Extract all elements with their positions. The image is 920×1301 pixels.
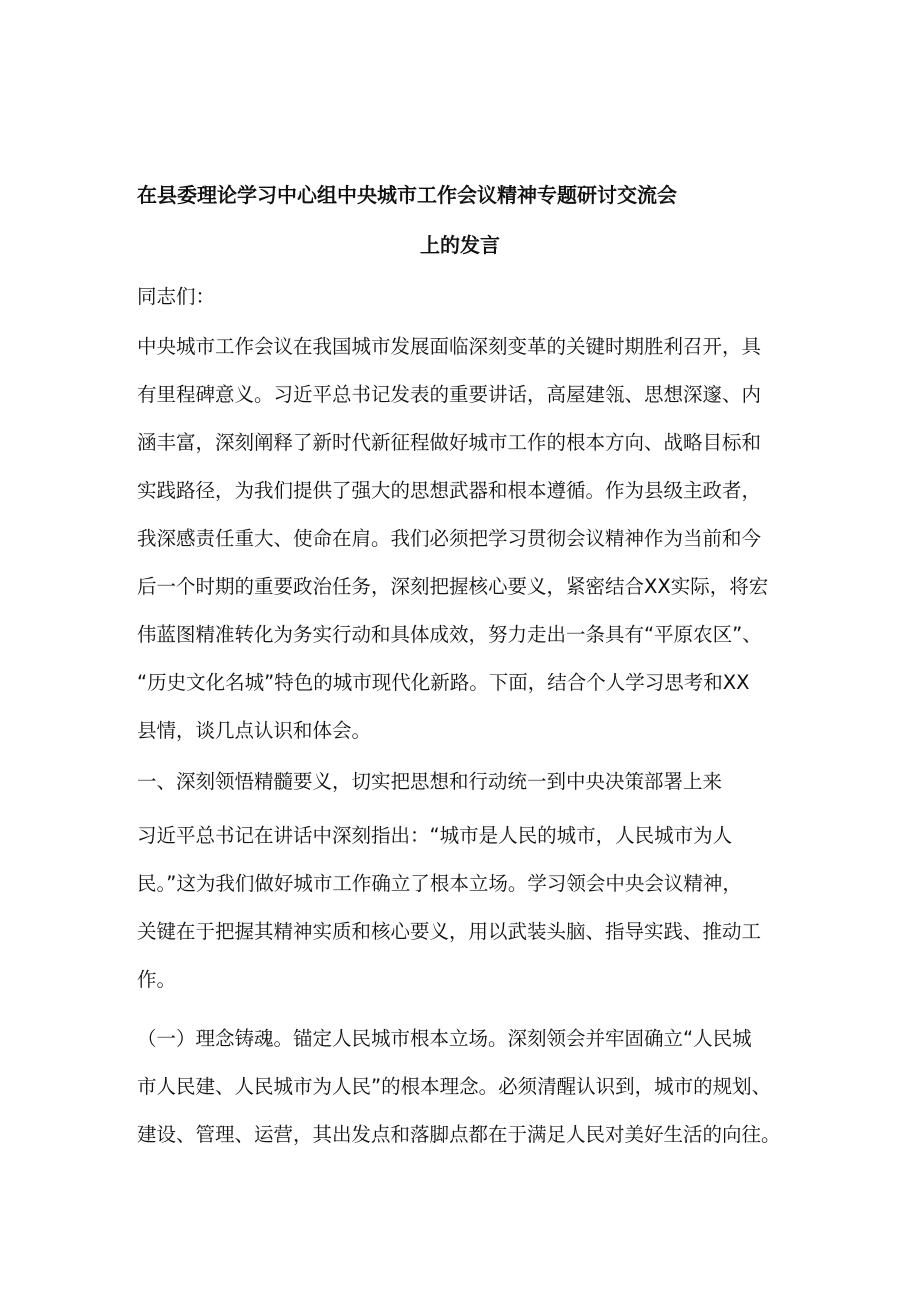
paragraph-line: 实践路径，为我们提供了强大的思想武器和根本遵循。作为县级主政者， [137, 479, 762, 502]
paragraph-line: “历史文化名城”特色的城市现代化新路。下面，结合个人学习思考和XX [137, 671, 750, 694]
paragraph-line: 涵丰富，深刻阐释了新时代新征程做好城市工作的根本方向、战略目标和 [137, 431, 762, 454]
paragraph-line: 县情，谈几点认识和体会。 [137, 719, 372, 742]
paragraph-line: 关键在于把握其精神实质和核心要义，用以武装头脑、指导实践、推动工 [137, 920, 762, 943]
document-title-line-1: 在县委理论学习中心组中央城市工作会议精神专题研讨交流会 [137, 183, 677, 207]
paragraph-line: 建设、管理、运营，其出发点和落脚点都在于满足人民对美好生活的向往。 [137, 1123, 781, 1146]
paragraph-line: 习近平总书记在讲话中深刻指出：“城市是人民的城市，人民城市为人 [137, 824, 733, 847]
paragraph-line: 伟蓝图精准转化为务实行动和具体成效，努力走出一条具有“平原农区”、 [137, 623, 762, 646]
paragraph-line: （一）理念铸魂。锚定人民城市根本立场。深刻领会并牢固确立“人民城 [137, 1027, 752, 1050]
paragraph-line: 有里程碑意义。习近平总书记发表的重要讲话，高屋建瓴、思想深邃、内 [137, 383, 762, 406]
paragraph-line: 市人民建、人民城市为人民”的根本理念。必须清醒认识到，城市的规划、 [137, 1075, 772, 1098]
section-heading-1: 一、深刻领悟精髓要义，切实把思想和行动统一到中央决策部署上来 [137, 770, 723, 793]
document-title-line-2: 上的发言 [420, 233, 500, 257]
paragraph-line: 我深感责任重大、使命在肩。我们必须把学习贯彻会议精神作为当前和今 [137, 527, 762, 550]
paragraph-line: 后一个时期的重要政治任务，深刻把握核心要义，紧密结合XX实际，将宏 [137, 575, 769, 598]
paragraph-line: 民。”这为我们做好城市工作确立了根本立场。学习领会中央会议精神， [137, 872, 742, 895]
paragraph-line: 中央城市工作会议在我国城市发展面临深刻变革的关键时期胜利召开，具 [137, 335, 762, 358]
paragraph-line: 作。 [137, 968, 177, 991]
salutation: 同志们： [137, 285, 216, 308]
